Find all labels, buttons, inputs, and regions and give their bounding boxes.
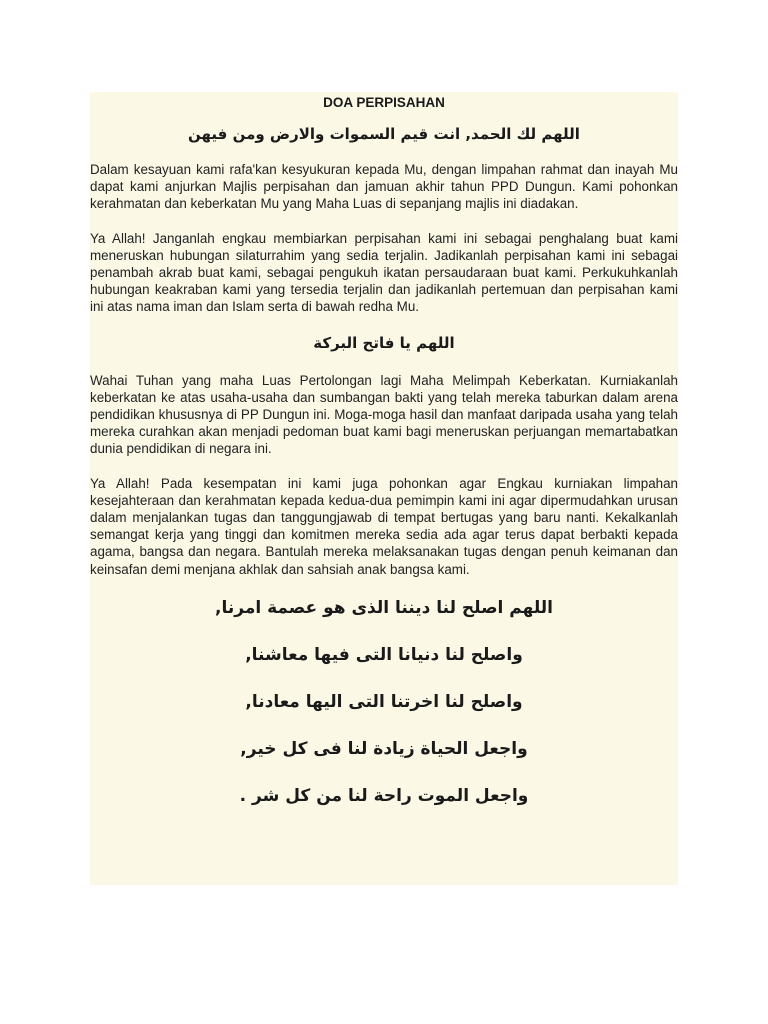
document-page (90, 92, 678, 885)
prayer-list (90, 596, 678, 808)
prayer-line: واصلح لنا دنيانا التى فيها معاشنا, (245, 644, 523, 665)
paragraph-silaturrahim: Ya Allah! Janganlah engkau membiarkan perpisahan kami ini sebagai penghalang buat kami meneruskan hubungan silaturrahim yang sedia terjalin. Jadikanlah perpisahan kami ini sebagai penambah akrab buat kami, sebagai pengukuh ikatan persaudaraan buat kami. Perkukuhkanlah hubungan keakraban kami yang tersedia terjalin dan jadikanlah pertemuan dan perpisahan kami ini atas nama iman dan Islam serta di bawah redha Mu. (90, 230, 678, 315)
paragraph-keberkatan: Wahai Tuhan yang maha Luas Pertolongan lagi Maha Melimpah Keberkatan. Kurniakanlah keberkatan ke atas usaha-usaha dan sumbangan bakti yang telah mereka taburkan dalam arena pendidikan khususnya di PP Dungun ini. Moga-moga hasil dan manfaat daripada usaha yang telah mereka curahkan akan menjadi pedoman buat kami bagi meneruskan perjuangan memartabatkan dunia pendidikan di negara ini. (90, 372, 678, 457)
paragraph-gratitude: Dalam kesayuan kami rafa'kan kesyukuran kepada Mu, dengan limpahan rahmat dan inayah Mu dapat kami anjurkan Majlis perpisahan dan jamuan akhir tahun PPD Dungun. Kami pohonkan kerahmatan dan keberkatan Mu yang Maha Luas di sepanjang majlis ini diadakan. (90, 162, 678, 212)
prayer-line: واصلح لنا اخرتنا التى اليها معادنا, (245, 691, 523, 712)
arabic-heading-praise: اللهم لك الحمد, انت قيم السموات والارض ومن فيهن (188, 125, 580, 143)
prayer-line: واجعل الحياة زيادة لنا فى كل خير, (240, 738, 528, 759)
prayer-line: اللهم اصلح لنا ديننا الذى هو عصمة امرنا, (215, 597, 553, 618)
arabic-heading-blessing: اللهم يا فاتح البركة (313, 333, 455, 352)
prayer-line: واجعل الموت راحة لنا من كل شر . (239, 785, 529, 806)
paragraph-leaders: Ya Allah! Pada kesempatan ini kami juga pohonkan agar Engkau kurniakan limpahan kesejahteraan dan kerahmatan kepada kedua-dua pemimpin kami ini agar dipermudahkan urusan dalam menjalankan tugas dan tanggungjawab di tempat bertugas yang baru nanti. Kekalkanlah semangat kerja yang tinggi dan komitmen mereka sedia ada agar terus dapat berbakti kepada agama, bangsa dan negara. Bantulah mereka melaksanakan tugas dengan penuh keimanan dan keinsafan demi menjana akhlak dan sahsiah anak bangsa kami. (90, 475, 678, 577)
document-title: DOA PERPISAHAN (323, 95, 445, 110)
